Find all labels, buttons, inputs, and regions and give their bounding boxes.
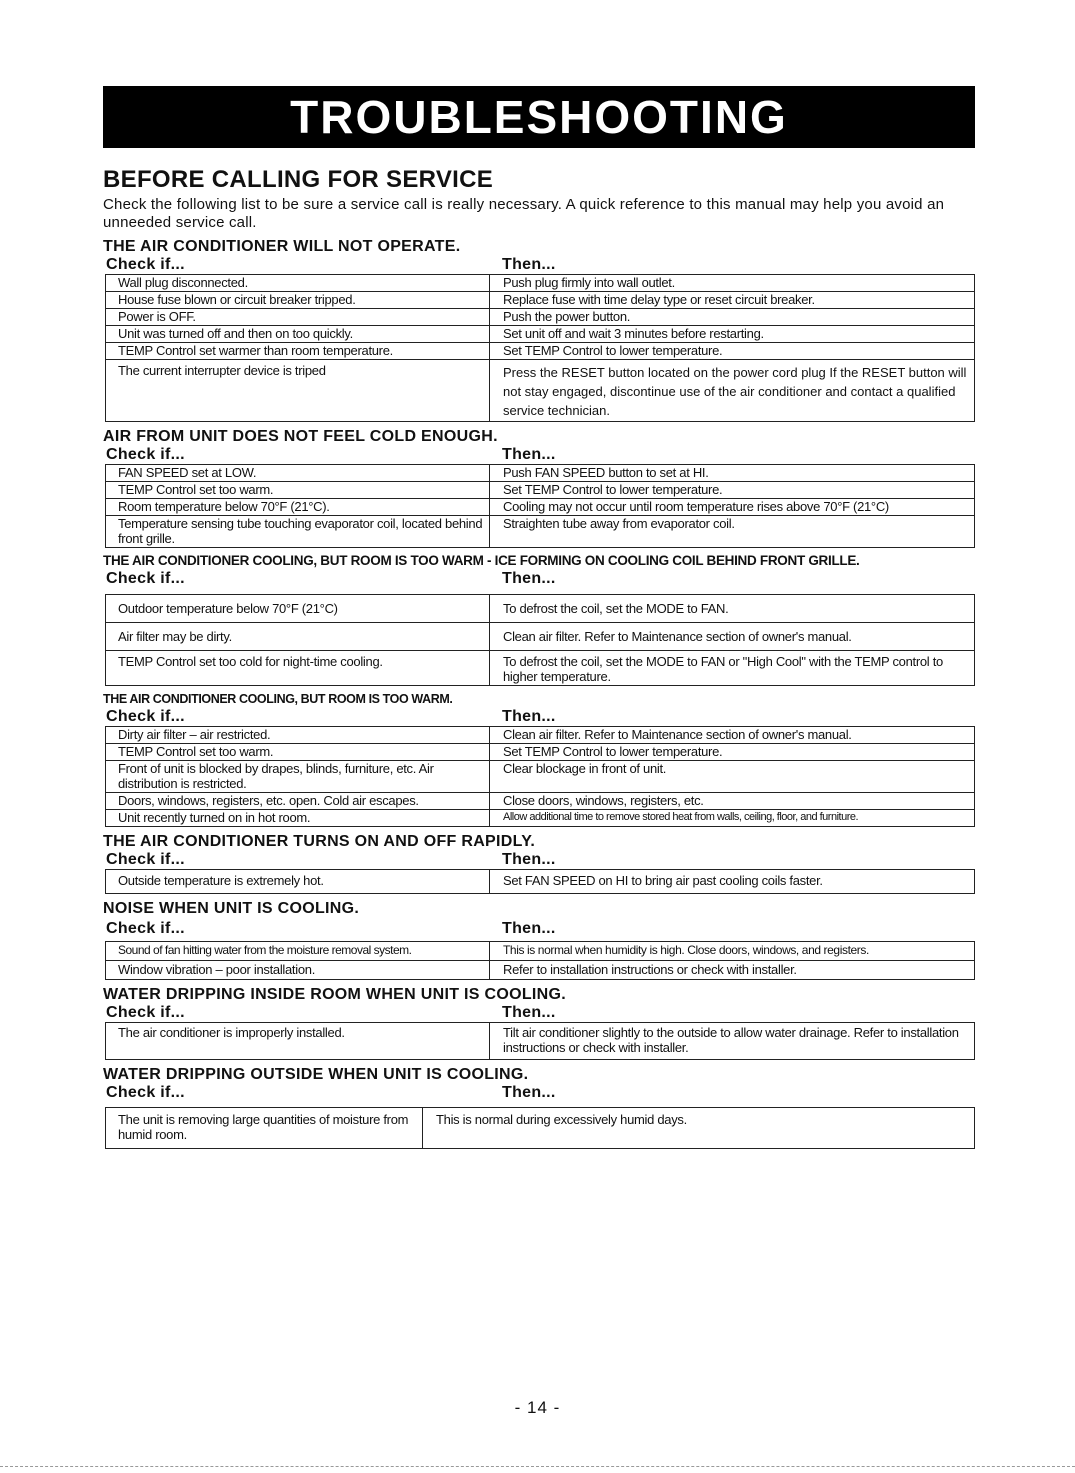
- then-heading: Then...: [502, 1004, 556, 1021]
- table-row: [106, 482, 975, 499]
- table-row: [106, 326, 975, 343]
- check-cell: Air filter may be dirty.: [106, 623, 490, 651]
- then-cell: Push FAN SPEED button to set at HI.: [490, 465, 975, 482]
- section-title: NOISE WHEN UNIT IS COOLING.: [103, 900, 360, 917]
- table-row: [106, 292, 975, 309]
- table-row: [106, 465, 975, 482]
- then-cell: Refer to installation instructions or check with installer.: [490, 961, 975, 980]
- then-cell: Set FAN SPEED on HI to bring air past cooling coils faster.: [490, 870, 975, 894]
- then-heading: Then...: [502, 708, 556, 725]
- table-row: [106, 275, 975, 292]
- check-cell: The unit is removing large quantities of moisture from humid room.: [106, 1108, 423, 1149]
- column-headers: [103, 1084, 975, 1102]
- check-cell: The air conditioner is improperly installed.: [106, 1023, 490, 1060]
- section-too-warm: [103, 690, 975, 827]
- then-cell: Clean air filter. Refer to Maintenance section of owner's manual.: [490, 727, 975, 744]
- troubleshooting-table: [105, 726, 975, 827]
- section-title: THE AIR CONDITIONER COOLING, BUT ROOM IS TOO WARM - ICE FORMING ON COOLING COIL BEHIND FRONT GRILLE.: [103, 553, 860, 568]
- column-headers: [103, 708, 975, 726]
- section-not-cold-enough: [103, 428, 975, 548]
- column-headers: [103, 920, 975, 938]
- then-heading: Then...: [502, 570, 556, 587]
- section-on-off-rapidly: [103, 833, 975, 894]
- table-row: [106, 516, 975, 548]
- check-cell: Wall plug disconnected.: [106, 275, 490, 292]
- table-row: [106, 651, 975, 686]
- check-cell: Room temperature below 70°F (21°C).: [106, 499, 490, 516]
- table-row: [106, 595, 975, 623]
- table-row: [106, 1023, 975, 1060]
- troubleshooting-table: [105, 1107, 975, 1149]
- then-cell: Tilt air conditioner slightly to the outside to allow water drainage. Refer to installation instructions or check with installer.: [490, 1023, 975, 1060]
- section-will-not-operate: [103, 238, 975, 422]
- check-cell: Outdoor temperature below 70°F (21°C): [106, 595, 490, 623]
- then-heading: Then...: [502, 920, 556, 937]
- check-cell: Dirty air filter – air restricted.: [106, 727, 490, 744]
- page-banner: TROUBLESHOOTING: [103, 86, 975, 148]
- check-cell: House fuse blown or circuit breaker tripped.: [106, 292, 490, 309]
- check-cell: Doors, windows, registers, etc. open. Cold air escapes.: [106, 793, 490, 810]
- check-if-heading: Check if...: [106, 446, 185, 463]
- section-dripping-outside: [103, 1066, 975, 1149]
- then-cell: Clear blockage in front of unit.: [490, 761, 975, 793]
- check-cell: Front of unit is blocked by drapes, blinds, furniture, etc. Air distribution is restricted.: [106, 761, 490, 793]
- troubleshooting-table: [105, 941, 975, 980]
- intro-text: Check the following list to be sure a service call is really necessary. A quick reference to this manual may help you avoid an unneeded service call.: [103, 196, 945, 231]
- section-title: WATER DRIPPING INSIDE ROOM WHEN UNIT IS COOLING.: [103, 986, 567, 1003]
- section-title: THE AIR CONDITIONER COOLING, BUT ROOM IS TOO WARM.: [103, 692, 453, 706]
- check-if-heading: Check if...: [106, 1084, 185, 1101]
- column-headers: [103, 256, 975, 274]
- then-heading: Then...: [502, 851, 556, 868]
- table-row: [106, 793, 975, 810]
- table-row: [106, 1108, 975, 1149]
- table-row: [106, 942, 975, 961]
- then-cell: Straighten tube away from evaporator coil.: [490, 516, 975, 548]
- check-cell: Window vibration – poor installation.: [106, 961, 490, 980]
- then-cell: To defrost the coil, set the MODE to FAN or "High Cool" with the TEMP control to higher temperature.: [490, 651, 975, 686]
- check-cell: FAN SPEED set at LOW.: [106, 465, 490, 482]
- check-cell: Power is OFF.: [106, 309, 490, 326]
- table-row: [106, 761, 975, 793]
- check-cell: TEMP Control set too cold for night-time cooling.: [106, 651, 490, 686]
- troubleshooting-table: [105, 594, 975, 686]
- check-cell: Unit was turned off and then on too quickly.: [106, 326, 490, 343]
- then-cell: Set TEMP Control to lower temperature.: [490, 744, 975, 761]
- check-cell: The current interrupter device is triped: [106, 360, 490, 422]
- troubleshooting-content: [103, 166, 975, 1149]
- check-cell: TEMP Control set warmer than room temperature.: [106, 343, 490, 360]
- then-cell: To defrost the coil, set the MODE to FAN.: [490, 595, 975, 623]
- page-title: BEFORE CALLING FOR SERVICE: [103, 166, 494, 193]
- column-headers: [103, 1004, 975, 1022]
- then-cell: Set TEMP Control to lower temperature.: [490, 482, 975, 499]
- then-cell: Replace fuse with time delay type or reset circuit breaker.: [490, 292, 975, 309]
- troubleshooting-table: [105, 1022, 975, 1060]
- check-if-heading: Check if...: [106, 851, 185, 868]
- then-cell: Press the RESET button located on the power cord plug If the RESET button will not stay engaged, discontinue use of the air conditioner and contact a qualified service technician.: [490, 360, 975, 422]
- section-dripping-inside: [103, 986, 975, 1060]
- check-if-heading: Check if...: [106, 570, 185, 587]
- page-number: - 14 -: [514, 1398, 561, 1417]
- check-cell: Temperature sensing tube touching evaporator coil, located behind front grille.: [106, 516, 490, 548]
- then-heading: Then...: [502, 256, 556, 273]
- troubleshooting-table: [105, 274, 975, 422]
- then-heading: Then...: [502, 446, 556, 463]
- section-title: AIR FROM UNIT DOES NOT FEEL COLD ENOUGH.: [103, 428, 498, 445]
- check-cell: TEMP Control set too warm.: [106, 482, 490, 499]
- then-cell: Allow additional time to remove stored heat from walls, ceiling, floor, and furniture.: [490, 810, 975, 827]
- table-row: [106, 810, 975, 827]
- column-headers: [103, 570, 975, 588]
- table-row: [106, 309, 975, 326]
- then-cell: This is normal when humidity is high. Close doors, windows, and registers.: [490, 942, 975, 961]
- then-heading: Then...: [502, 1084, 556, 1101]
- check-cell: Outside temperature is extremely hot.: [106, 870, 490, 894]
- then-cell: Push the power button.: [490, 309, 975, 326]
- column-headers: [103, 851, 975, 869]
- check-if-heading: Check if...: [106, 708, 185, 725]
- then-cell: Close doors, windows, registers, etc.: [490, 793, 975, 810]
- check-if-heading: Check if...: [106, 1004, 185, 1021]
- troubleshooting-table: [105, 869, 975, 894]
- troubleshooting-table: [105, 464, 975, 548]
- table-row: [106, 870, 975, 894]
- check-cell: Sound of fan hitting water from the moisture removal system.: [106, 942, 490, 961]
- table-row: [106, 744, 975, 761]
- check-if-heading: Check if...: [106, 920, 185, 937]
- section-title: WATER DRIPPING OUTSIDE WHEN UNIT IS COOLING.: [103, 1066, 529, 1083]
- table-row: [106, 499, 975, 516]
- table-row: [106, 727, 975, 744]
- then-cell: Push plug firmly into wall outlet.: [490, 275, 975, 292]
- then-cell: Set unit off and wait 3 minutes before restarting.: [490, 326, 975, 343]
- table-row: [106, 360, 975, 422]
- then-cell: Clean air filter. Refer to Maintenance section of owner's manual.: [490, 623, 975, 651]
- then-cell: Cooling may not occur until room temperature rises above 70°F (21°C): [490, 499, 975, 516]
- section-noise: [103, 900, 975, 980]
- check-cell: TEMP Control set too warm.: [106, 744, 490, 761]
- bottom-divider: [0, 1466, 1075, 1467]
- then-cell: This is normal during excessively humid days.: [423, 1108, 975, 1149]
- section-title: THE AIR CONDITIONER WILL NOT OPERATE.: [103, 238, 461, 255]
- column-headers: [103, 446, 975, 464]
- table-row: [106, 961, 975, 980]
- check-cell: Unit recently turned on in hot room.: [106, 810, 490, 827]
- section-ice-forming: [103, 552, 975, 686]
- then-cell: Set TEMP Control to lower temperature.: [490, 343, 975, 360]
- table-row: [106, 343, 975, 360]
- check-if-heading: Check if...: [106, 256, 185, 273]
- table-row: [106, 623, 975, 651]
- section-title: THE AIR CONDITIONER TURNS ON AND OFF RAPIDLY.: [103, 833, 536, 850]
